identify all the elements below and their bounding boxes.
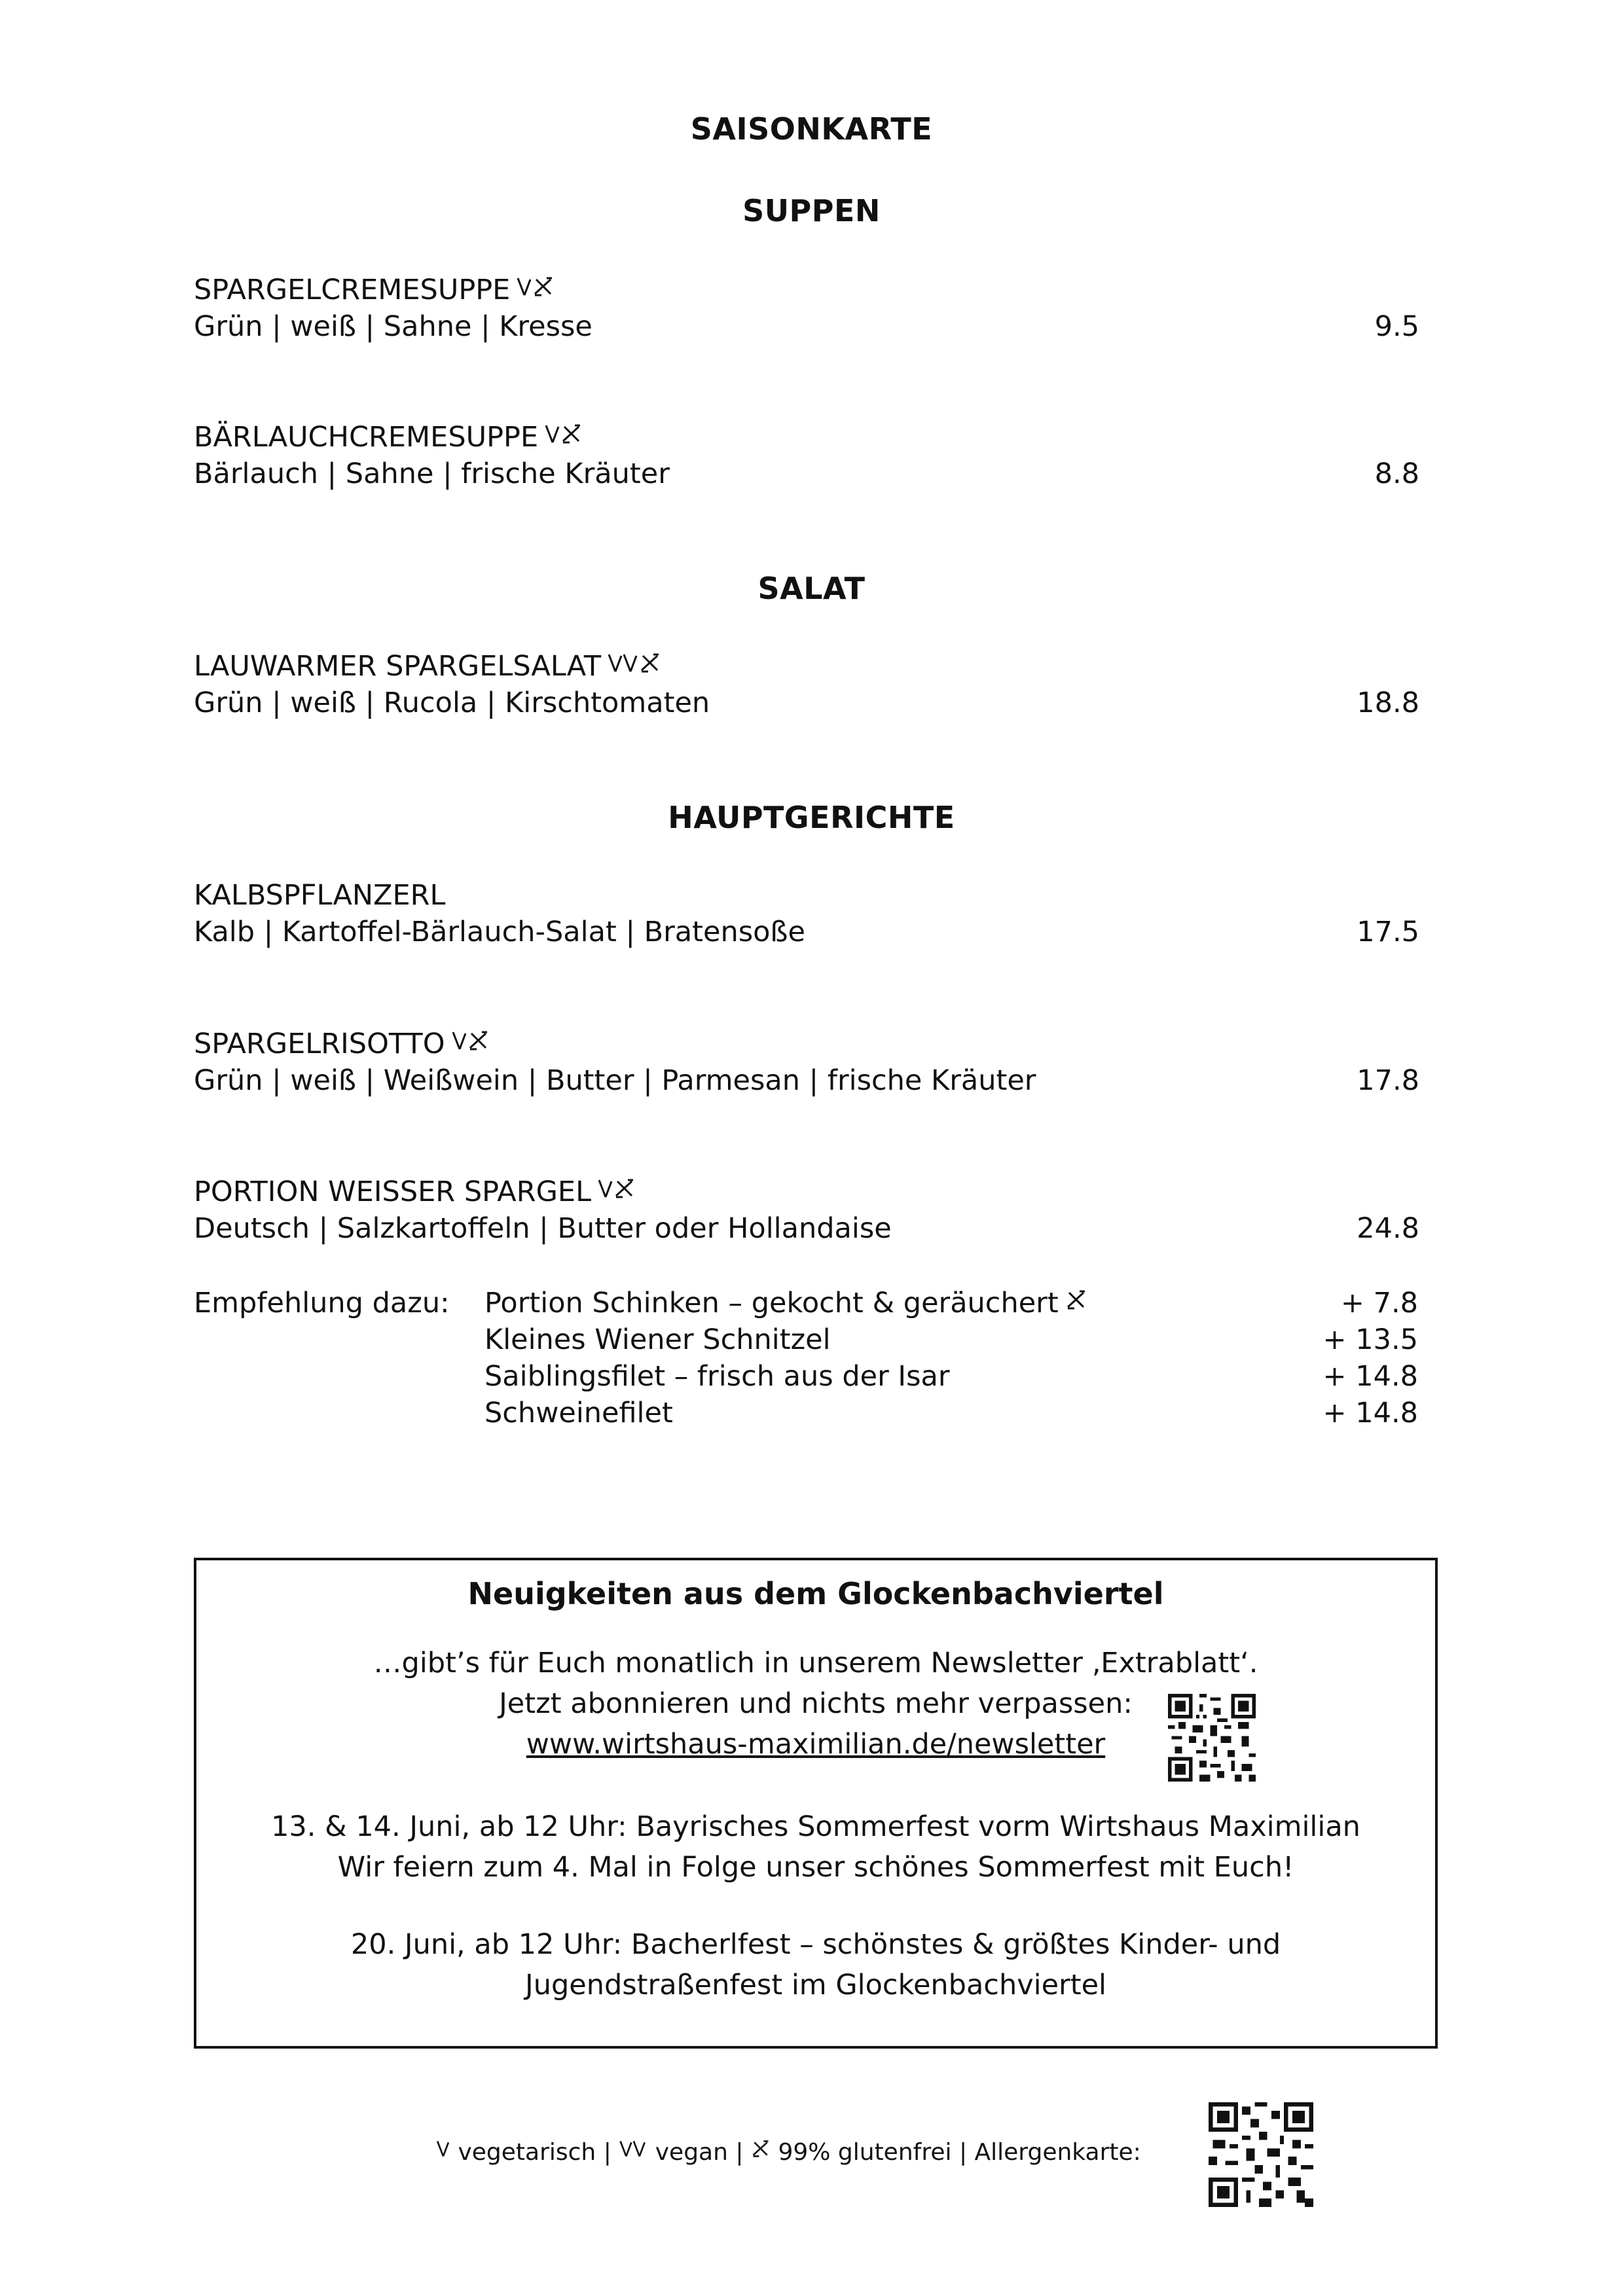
vegetarian-icon	[517, 276, 532, 298]
legend-glutenfree: 99% glutenfrei	[778, 2139, 952, 2166]
vegan-icon	[619, 2139, 647, 2159]
diet-icons	[452, 1030, 490, 1062]
menu-item-price: 9.5	[1374, 310, 1419, 343]
legend-separator: |	[603, 2139, 611, 2166]
vegetarian-icon	[545, 423, 560, 445]
vegetarian-icon	[452, 1030, 467, 1052]
page-title: SAISONKARTE	[690, 111, 933, 147]
newsletter-link[interactable]: www.wirtshaus-maximilian.de/newsletter	[526, 1728, 1106, 1761]
news-box	[194, 1558, 1438, 2049]
legend-vegan: vegan	[655, 2139, 728, 2166]
gluten-free-icon	[751, 2139, 771, 2159]
menu-item-price: 18.8	[1357, 687, 1419, 719]
diet-icons	[517, 276, 555, 308]
diet-icons	[545, 423, 583, 456]
news-intro-line: …gibt’s für Euch monatlich in unserem Newsletter ‚Extrablatt‘.	[373, 1647, 1258, 1679]
vegetarian-icon	[598, 1177, 613, 1200]
gluten-free-icon	[613, 1177, 636, 1200]
menu-item-description: Grün | weiß | Weißwein | Butter | Parmesan | frische Kräuter	[194, 1064, 1036, 1097]
diet-icons	[608, 652, 661, 685]
menu-item-name: BÄRLAUCHCREMESUPPE	[194, 421, 583, 456]
news-subscribe-line: Jetzt abonnieren und nichts mehr verpassen:	[499, 1687, 1133, 1720]
gluten-free-icon	[1065, 1289, 1087, 1311]
legend-allergen: Allergenkarte:	[974, 2139, 1141, 2166]
legend-separator: |	[958, 2139, 968, 2166]
section-heading-suppen: SUPPEN	[742, 193, 881, 228]
menu-item-price: 17.8	[1357, 1064, 1419, 1097]
vegetarian-icon	[436, 2139, 450, 2159]
menu-item-name: SPARGELCREMESUPPE	[194, 274, 555, 308]
diet-icons	[598, 1177, 636, 1210]
menu-item-description: Deutsch | Salzkartoffeln | Butter oder Hollandaise	[194, 1212, 892, 1245]
legend-vegetarian: vegetarisch	[458, 2139, 596, 2166]
diet-icons	[1065, 1289, 1087, 1321]
event-2-line-1: 20. Juni, ab 12 Uhr: Bacherlfest – schönstes & größtes Kinder- und	[350, 1928, 1281, 1961]
menu-item-name: LAUWARMER SPARGELSALAT	[194, 650, 661, 685]
section-heading-salat: SALAT	[757, 571, 866, 606]
menu-item-name: KALBSPFLANZERL	[194, 879, 446, 912]
section-heading-hauptgerichte: HAUPTGERICHTE	[668, 800, 955, 835]
menu-item-description: Grün | weiß | Sahne | Kresse	[194, 310, 593, 343]
menu-item-name: PORTION WEISSER SPARGEL	[194, 1175, 636, 1210]
vegan-icon	[608, 652, 639, 674]
recommendation-label: Empfehlung dazu:	[194, 1287, 450, 1319]
gluten-free-icon	[467, 1030, 490, 1052]
menu-item-price: 17.5	[1357, 916, 1419, 948]
news-title: Neuigkeiten aus dem Glockenbachviertel	[467, 1576, 1164, 1611]
menu-item-description: Kalb | Kartoffel-Bärlauch-Salat | Bratensoße	[194, 916, 805, 948]
menu-item-name: SPARGELRISOTTO	[194, 1028, 490, 1062]
event-1-line-1: 13. & 14. Juni, ab 12 Uhr: Bayrisches Sommerfest vorm Wirtshaus Maximilian	[271, 1810, 1360, 1843]
menu-item-description: Grün | weiß | Rucola | Kirschtomaten	[194, 687, 710, 719]
menu-item-description: Bärlauch | Sahne | frische Kräuter	[194, 457, 670, 490]
legend	[436, 2139, 1141, 2166]
gluten-free-icon	[639, 652, 661, 674]
recommendation-price: + 14.8	[1322, 1360, 1418, 1393]
recommendation-item: Portion Schinken – gekocht & geräuchert	[484, 1287, 1087, 1321]
newsletter-qr-code-icon[interactable]	[1168, 1694, 1256, 1782]
recommendation-price: + 13.5	[1322, 1323, 1418, 1356]
recommendation-price: + 7.8	[1340, 1287, 1418, 1319]
recommendation-item: Saiblingsfilet – frisch aus der Isar	[484, 1360, 950, 1393]
gluten-free-icon	[532, 276, 555, 298]
recommendation-price: + 14.8	[1322, 1397, 1418, 1429]
recommendation-item: Schweinefilet	[484, 1397, 673, 1429]
event-2-line-2: Jugendstraßenfest im Glockenbachviertel	[525, 1969, 1106, 2001]
event-1-line-2: Wir feiern zum 4. Mal in Folge unser schönes Sommerfest mit Euch!	[337, 1851, 1294, 1884]
recommendation-item: Kleines Wiener Schnitzel	[484, 1323, 831, 1356]
menu-item-price: 8.8	[1374, 457, 1419, 490]
legend-separator: |	[735, 2139, 744, 2166]
gluten-free-icon	[560, 423, 583, 445]
menu-item-price: 24.8	[1357, 1212, 1419, 1245]
allergen-qr-code-icon[interactable]	[1209, 2102, 1313, 2207]
